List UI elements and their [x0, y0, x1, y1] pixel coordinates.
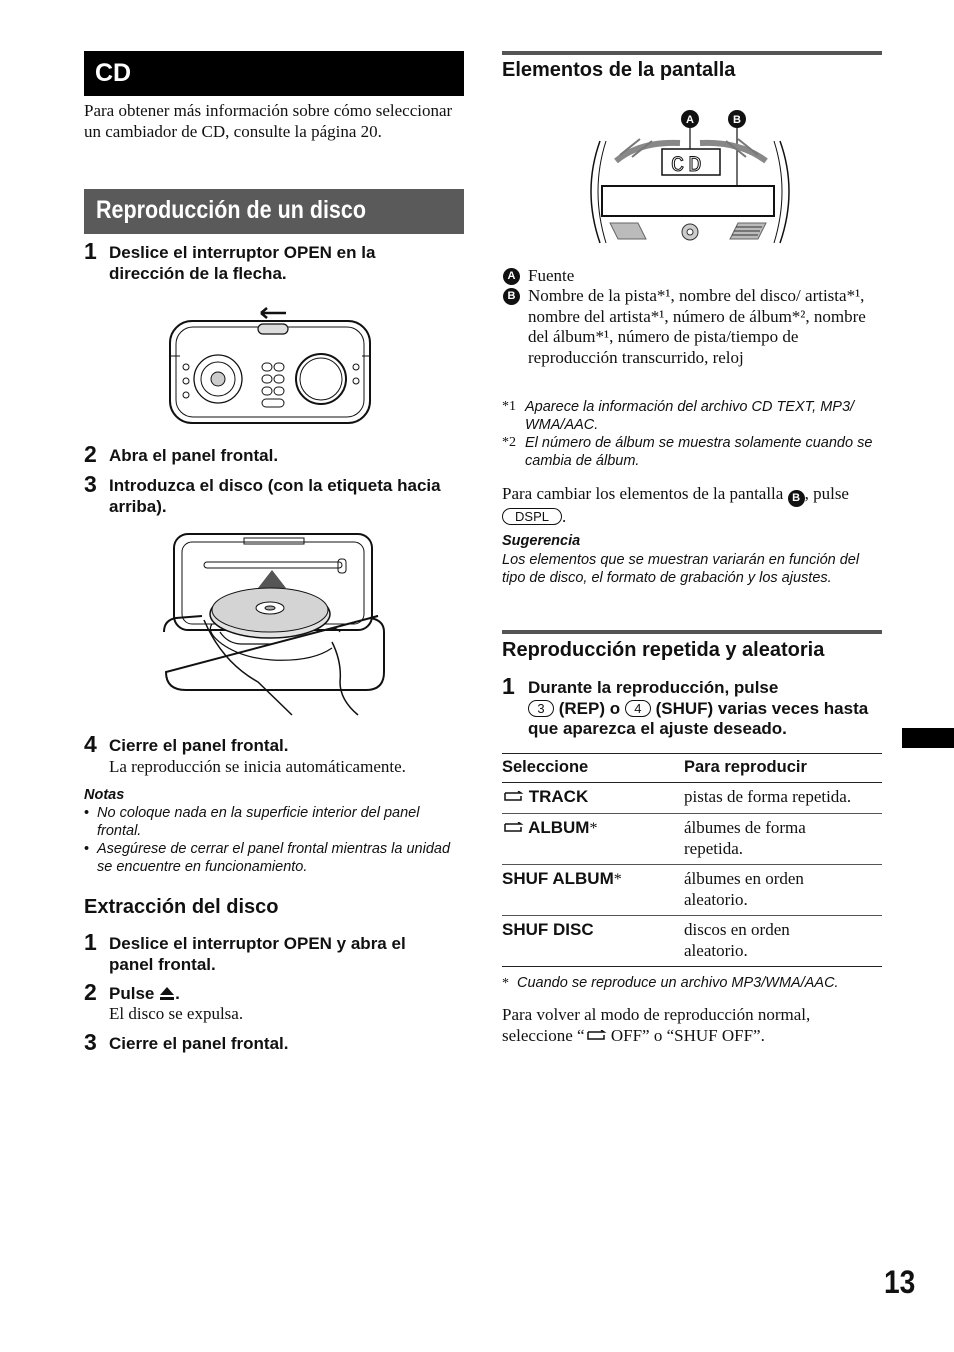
note-1-text: No coloque nada en la superficie interior del panel frontal.	[97, 805, 420, 840]
callout-b-label: B	[733, 114, 741, 126]
footnote-2-text: El número de álbum se muestra solamente cuando se cambia de álbum.	[525, 435, 873, 470]
repeat-step-number: 1	[502, 673, 515, 699]
section-title-bar	[84, 189, 464, 234]
side-tab-marker	[902, 728, 954, 748]
legend-a	[502, 266, 877, 287]
eject-step-1-number: 1	[84, 929, 97, 955]
dspl-button[interactable]: DSPL	[502, 508, 562, 525]
note-2: • Asegúrese de cerrar el panel frontal mientras la unidad se encuentre en funcionamiento.	[84, 841, 451, 876]
table-note-text: Cuando se reproduce un archivo MP3/WMA/AAC.	[517, 975, 839, 991]
step-3-text: Introduzca el disco (con la etiqueta hacia arriba).	[109, 476, 441, 516]
section-title: Reproducción de un disco	[96, 196, 366, 224]
normal-mode-text	[502, 1005, 882, 1046]
eject-step-2: Pulse .	[109, 984, 180, 1003]
step-4-subtext: La reproducción se inicia automáticamente.	[109, 757, 406, 776]
legend-b	[502, 286, 877, 368]
display-illustration	[580, 105, 805, 250]
table-row-3-star: *	[613, 871, 622, 888]
page-number: 13	[884, 1264, 916, 1300]
eject-step-1-text: Deslice el interruptor OPEN y abra el panel frontal.	[109, 934, 406, 974]
rep-button[interactable]: 3	[528, 700, 554, 717]
step-2-text: Abra el panel frontal.	[109, 446, 279, 465]
table-row-1-rule	[502, 813, 882, 814]
table-bottom-rule	[502, 966, 882, 967]
table-row-2-star: *	[589, 820, 598, 837]
repeat-step-t1: Durante la reproducción, pulse	[528, 678, 779, 697]
eject-step-3-number: 3	[84, 1029, 97, 1055]
eject-step-2-number: 2	[84, 979, 97, 1005]
eject-step-2-text: Pulse	[109, 984, 155, 1003]
repeat-icon	[585, 1030, 607, 1042]
table-top-rule	[502, 753, 882, 754]
intro-text: Para obtener más información sobre cómo seleccionar un cambiador de CD, consulte la página 20.	[84, 101, 453, 141]
table-row-4-label: SHUF DISC	[502, 920, 594, 939]
repeat-step-t2: (REP) o	[558, 698, 621, 718]
normal-mode-post: OFF” o “SHUF OFF”.	[606, 1025, 765, 1045]
step-4-text: Cierre el panel frontal.	[109, 736, 289, 755]
footnote-2	[502, 434, 887, 471]
display-source-text: CD	[671, 153, 706, 178]
change-display-pre: Para cambiar los elementos de la pantalla	[502, 484, 784, 503]
footnote-1	[502, 398, 887, 435]
table-row-2-select	[502, 818, 597, 838]
disc-insert-illustration	[162, 532, 392, 717]
footnote-1-text: Aparece la información del archivo CD TEXT, MP3/ WMA/AAC.	[525, 399, 855, 434]
table-row-3-label: SHUF ALBUM	[502, 869, 614, 888]
eject-step-3-text: Cierre el panel frontal.	[109, 1034, 289, 1053]
repeat-title: Reproducción repetida y aleatoria	[502, 639, 825, 661]
tip-text: Los elementos que se muestran variarán en función del tipo de disco, el formato de grabación y los ajustes.	[502, 552, 860, 587]
table-row-2-desc: álbumes de forma repetida.	[684, 818, 806, 858]
table-row-3-desc: álbumes en orden aleatorio.	[684, 869, 804, 909]
table-row-3-select	[502, 869, 622, 889]
normal-mode-pre: Para volver al modo de reproducción normal, seleccione “	[502, 1005, 811, 1045]
eject-step-2-subtext: El disco se expulsa.	[109, 1004, 244, 1023]
table-note-mark: *	[502, 976, 509, 991]
table-row-4-desc: discos en orden aleatorio.	[684, 920, 790, 960]
legend-a-text: Fuente	[528, 266, 575, 285]
repeat-step-text	[528, 678, 888, 740]
note-2-text: Asegúrese de cerrar el panel frontal mientras la unidad se encuentre en funcionamiento.	[97, 841, 451, 876]
table-note	[502, 974, 882, 992]
repeat-section-rule	[502, 630, 882, 634]
legend-b-text: Nombre de la pista*¹, nombre del disco/ artista*¹, nombre del artista*¹, número de álbum*², nombre del álbum*¹, número de pista/tiempo de reproducción transcurrido, reloj	[528, 286, 866, 367]
note-1: • No coloque nada en la superficie interior del panel frontal.	[84, 805, 420, 840]
repeat-step-t3: (SHUF) varias veces hasta que aparezca el ajuste deseado.	[528, 698, 869, 738]
change-display-text: Para cambiar los elementos de la pantalla B , pulse DSPL .	[502, 484, 849, 526]
footnote-1-mark: *1	[502, 399, 516, 414]
table-row-1-desc: pistas de forma repetida.	[684, 787, 852, 806]
table-head-play: Para reproducir	[684, 758, 807, 776]
display-section-rule	[502, 51, 882, 55]
footnote-2-mark: *2	[502, 435, 516, 450]
cd-header-title: CD	[95, 59, 132, 87]
step-4-number: 4	[84, 731, 97, 757]
eject-icon	[159, 986, 175, 1000]
change-display-mark: B	[788, 490, 805, 507]
change-display-post: , pulse	[804, 484, 849, 503]
shuf-button[interactable]: 4	[625, 700, 651, 717]
repeat-icon	[502, 822, 524, 834]
table-head-select: Seleccione	[502, 758, 589, 776]
table-row-2-rule	[502, 864, 882, 865]
step-1-number: 1	[84, 238, 97, 264]
unit-open-switch-illustration	[166, 301, 376, 426]
tip-title: Sugerencia	[502, 533, 581, 549]
repeat-icon	[502, 791, 524, 803]
eject-title: Extracción del disco	[84, 896, 279, 918]
step-3-number: 3	[84, 471, 97, 497]
table-row-4-select	[502, 920, 594, 940]
legend-b-mark: B	[503, 288, 520, 305]
table-row-1-label: TRACK	[528, 787, 589, 806]
notes-title: Notas	[84, 787, 125, 803]
step-1-text: Deslice el interruptor OPEN en la dirección de la flecha.	[109, 243, 376, 283]
display-title: Elementos de la pantalla	[502, 59, 736, 81]
callout-a-label: A	[686, 114, 694, 126]
table-row-3-rule	[502, 915, 882, 916]
cd-header-bar	[84, 51, 464, 96]
step-2-number: 2	[84, 441, 97, 467]
table-row-2-label: ALBUM	[528, 818, 590, 837]
table-head-rule	[502, 782, 882, 783]
legend-a-mark: A	[503, 268, 520, 285]
table-row-1-select	[502, 787, 588, 807]
